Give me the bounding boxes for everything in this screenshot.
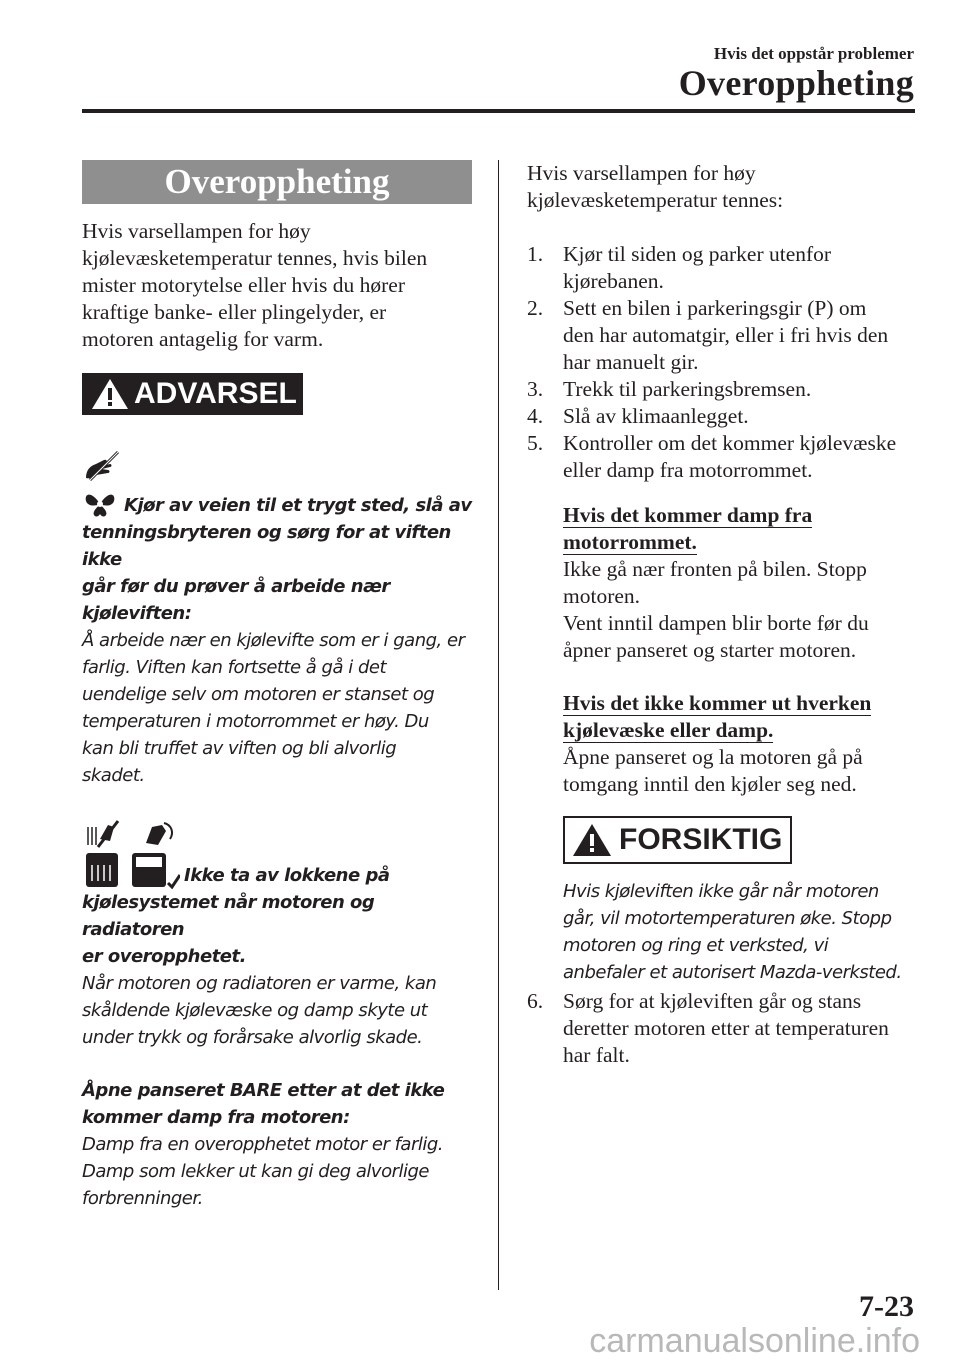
fan-warning-text: skadet.: [82, 765, 145, 786]
step-number: 1.: [527, 242, 544, 266]
subsection-heading: kjølevæske eller damp.: [563, 718, 774, 742]
subsection-heading: Hvis det ikke kommer ut hverken: [563, 691, 872, 715]
step-number: 6.: [527, 989, 544, 1013]
fan-warning-text: Å arbeide nær en kjølevifte som er i gang, er: [82, 630, 465, 651]
no-steam-subsection: [527, 690, 927, 798]
step-number: 5.: [527, 431, 544, 455]
caution-block: [527, 816, 927, 986]
step-item: [527, 241, 927, 295]
steam-warning-text: Damp som lekker ut kan gi deg alvorlige: [82, 1161, 430, 1182]
subsection-heading: motorrommet.: [563, 530, 697, 554]
intro-line: kraftige banke- eller plingelyder, er: [82, 300, 387, 324]
step-text: kjørebanen.: [563, 269, 664, 293]
step-text: Kontroller om det kommer kjølevæske: [563, 431, 897, 455]
steps-list-continued: [527, 988, 927, 1069]
subsection-text: åpner panseret og starter motoren.: [563, 638, 857, 662]
page-title: Overoppheting: [678, 63, 914, 103]
no-open-cap-icon: [82, 819, 122, 889]
steps-list: [527, 241, 927, 484]
steam-warning-heading: Åpne panseret BARE etter at det ikke: [82, 1080, 445, 1101]
step-text: Sørg for at kjøleviften går og stans: [563, 989, 862, 1013]
step-text: eller damp fra motorrommet.: [563, 458, 813, 482]
step-item: [527, 988, 927, 1069]
cap-warning-heading: er overopphetet.: [82, 946, 246, 967]
subsection-text: Ikke gå nær fronten på bilen. Stopp: [563, 557, 867, 581]
subsection-heading: Hvis det kommer damp fra: [563, 503, 813, 527]
steam-warning: [82, 1077, 472, 1212]
step-text: Sett en bilen i parkeringsgir (P) om: [563, 296, 867, 320]
intro-line: kjølevæsketemperatur tennes, hvis bilen: [82, 246, 428, 270]
right-intro-line: kjølevæsketemperatur tennes:: [527, 188, 784, 212]
fan-warning: [82, 448, 472, 789]
step-text: Kjør til siden og parker utenfor: [563, 242, 832, 266]
step-item: [527, 403, 927, 430]
cap-warning-heading: kjølesystemet når motoren og radiatoren: [82, 892, 375, 940]
fan-warning-heading: tenningsbryteren og sørg for at viften ikke: [82, 522, 451, 570]
step-text: har manuelt gir.: [563, 350, 699, 374]
right-intro: [527, 160, 927, 214]
cap-warning-text: skåldende kjølevæske og damp skyte ut: [82, 1000, 428, 1021]
column-divider: [498, 160, 499, 1290]
caution-text: anbefaler et autorisert Mazda-verksted.: [563, 962, 902, 983]
right-column: [527, 160, 927, 1069]
step-item: [527, 430, 927, 484]
chapter-title: Hvis det oppstår problemer: [713, 44, 914, 63]
cool-cap-icon: [128, 819, 180, 889]
right-intro-line: Hvis varsellampen for høy: [527, 161, 756, 185]
fan-warning-heading: går før du prøver å arbeide nær kjøleviften:: [82, 576, 390, 624]
step-item: [527, 376, 927, 403]
section-banner: Overoppheting: [82, 160, 472, 204]
cap-warning-text: Når motoren og radiatoren er varme, kan: [82, 973, 437, 994]
caution-text: går, vil motortemperaturen øke. Stopp: [563, 908, 892, 929]
caution-triangle-icon: [571, 822, 613, 858]
subsection-text: tomgang inntil den kjøler seg ned.: [563, 772, 857, 796]
steam-subsection: [527, 502, 927, 664]
step-item: [527, 295, 927, 376]
fan-warning-text: uendelige selv om motoren er stanset og: [82, 684, 435, 705]
step-text: den har automatgir, eller i fri hvis den: [563, 323, 889, 347]
step-text: Trekk til parkeringsbremsen.: [563, 377, 812, 401]
fan-warning-text: farlig. Viften kan fortsette å gå i det: [82, 657, 387, 678]
step-text: har falt.: [563, 1043, 630, 1067]
step-number: 3.: [527, 377, 544, 401]
watermark: carmanualsonline.info: [589, 1322, 920, 1360]
cap-warning: [82, 819, 472, 1051]
warning-label: ADVARSEL: [134, 377, 297, 410]
fan-warning-text: kan bli truffet av viften og bli alvorlig: [82, 738, 397, 759]
fan-icon: [82, 489, 118, 519]
step-text: Slå av klimaanlegget.: [563, 404, 749, 428]
steam-warning-text: forbrenninger.: [82, 1188, 203, 1209]
steam-warning-text: Damp fra en overopphetet motor er farlig.: [82, 1134, 444, 1155]
intro-paragraph: [82, 218, 472, 353]
steam-warning-heading: kommer damp fra motoren:: [82, 1107, 350, 1128]
page-number: 7-23: [859, 1290, 914, 1323]
cap-warning-heading: Ikke ta av lokkene på: [184, 865, 390, 886]
subsection-text: motoren.: [563, 584, 641, 608]
step-number: 4.: [527, 404, 544, 428]
no-hand-icon: [82, 448, 122, 482]
cap-warning-text: under trykk og forårsake alvorlig skade.: [82, 1027, 423, 1048]
intro-line: mister motorytelse eller hvis du hører: [82, 273, 406, 297]
caution-text: Hvis kjøleviften ikke går når motoren: [563, 881, 879, 902]
subsection-text: Åpne panseret og la motoren gå på: [563, 745, 863, 769]
left-column: [82, 160, 472, 1212]
caution-label-box: [563, 816, 792, 864]
intro-line: motoren antagelig for varm.: [82, 327, 324, 351]
intro-line: Hvis varsellampen for høy: [82, 219, 311, 243]
warning-triangle-icon: [90, 377, 130, 411]
subsection-text: Vent inntil dampen blir borte før du: [563, 611, 869, 635]
warning-label-box: [82, 373, 303, 415]
caution-text: motoren og ring et verksted, vi: [563, 935, 829, 956]
fan-warning-text: temperaturen i motorrommet er høy. Du: [82, 711, 429, 732]
header-rule: [82, 109, 915, 113]
caution-label: FORSIKTIG: [619, 823, 783, 856]
step-text: deretter motoren etter at temperaturen: [563, 1016, 889, 1040]
fan-warning-heading: Kjør av veien til et trygt sted, slå av: [124, 495, 472, 516]
step-number: 2.: [527, 296, 544, 320]
